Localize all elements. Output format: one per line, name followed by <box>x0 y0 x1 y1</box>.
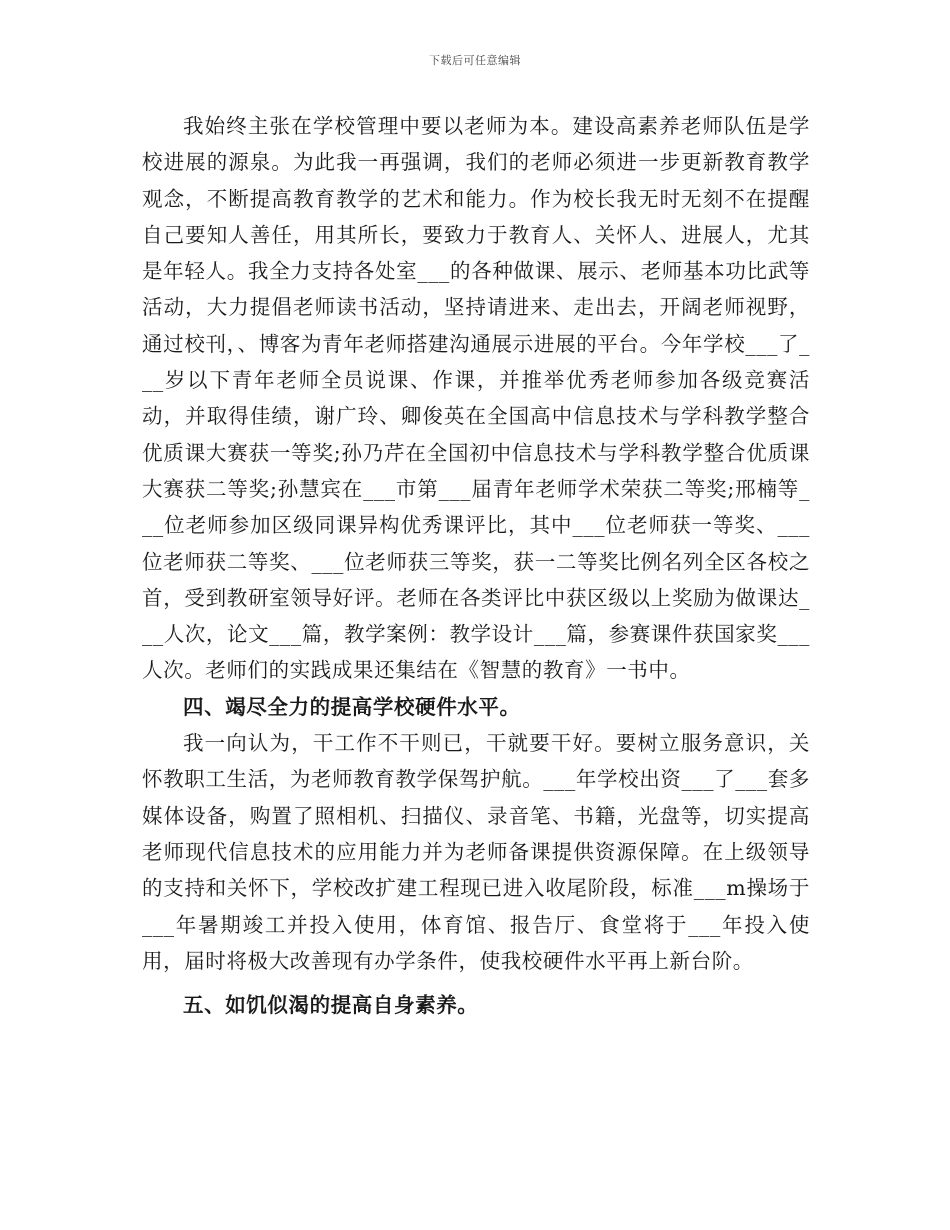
paragraph-teacher-development: 我始终主张在学校管理中要以老师为本。建设高素养老师队伍是学校进展的源泉。为此我一再强调，我们的老师必须进一步更新教育教学观念，不断提高教育教学的艺术和能力。作为校长我无时无刻不在提醒自己要知人善任，用其所长，要致力于教育人、关怀人、进展人，尤其是年轻人。我全力支持各处室___的各种做课、展示、老师基本功比武等活动，大力提倡老师读书活动，坚持请进来、走出去，开阔老师视野，通过校刊，、博客为青年老师搭建沟通展示进展的平台。今年学校___了___岁以下青年老师全员说课、作课，并推举优秀老师参加各级竞赛活动，并取得佳绩，谢广玲、卿俊英在全国高中信息技术与学科教学整合优质课大赛获一等奖;孙乃芹在全国初中信息技术与学科教学整合优质课大赛获二等奖;孙慧宾在___市第___届青年老师学术荣获二等奖;邢楠等___位老师参加区级同课异构优秀课评比，其中___位老师获一等奖、___位老师获二等奖、___位老师获三等奖，获一二等奖比例名列全区各校之首，受到教研室领导好评。老师在各类评比中获区级以上奖励为做课达___人次，论文___篇，教学案例：教学设计___篇，参赛课件获国家奖___人次。老师们的实践成果还集结在《智慧的教育》一书中。 <box>142 114 810 683</box>
page-header-note: 下载后可任意编辑 <box>429 54 521 67</box>
document-body <box>142 108 810 1023</box>
section-heading-5: 五、如饥似渴的提高自身素养。 <box>183 993 479 1018</box>
section-heading-4: 四、竭尽全力的提高学校硬件水平。 <box>183 694 521 719</box>
paragraph-hardware: 我一向认为，干工作不干则已，干就要干好。要树立服务意识，关怀教职工生活，为老师教育教学保驾护航。___年学校出资___了___套多媒体设备，购置了照相机、扫描仪、录音笔、书籍，光盘等，切实提高老师现代信息技术的应用能力并为老师备课提供资源保障。在上级领导的支持和关怀下，学校改扩建工程现已进入收尾阶段，标准___m操场于___年暑期竣工并投入使用，体育馆、报告厅、食堂将于___年投入使用，届时将极大改善现有办学条件，使我校硬件水平再上新台阶。 <box>142 731 810 973</box>
